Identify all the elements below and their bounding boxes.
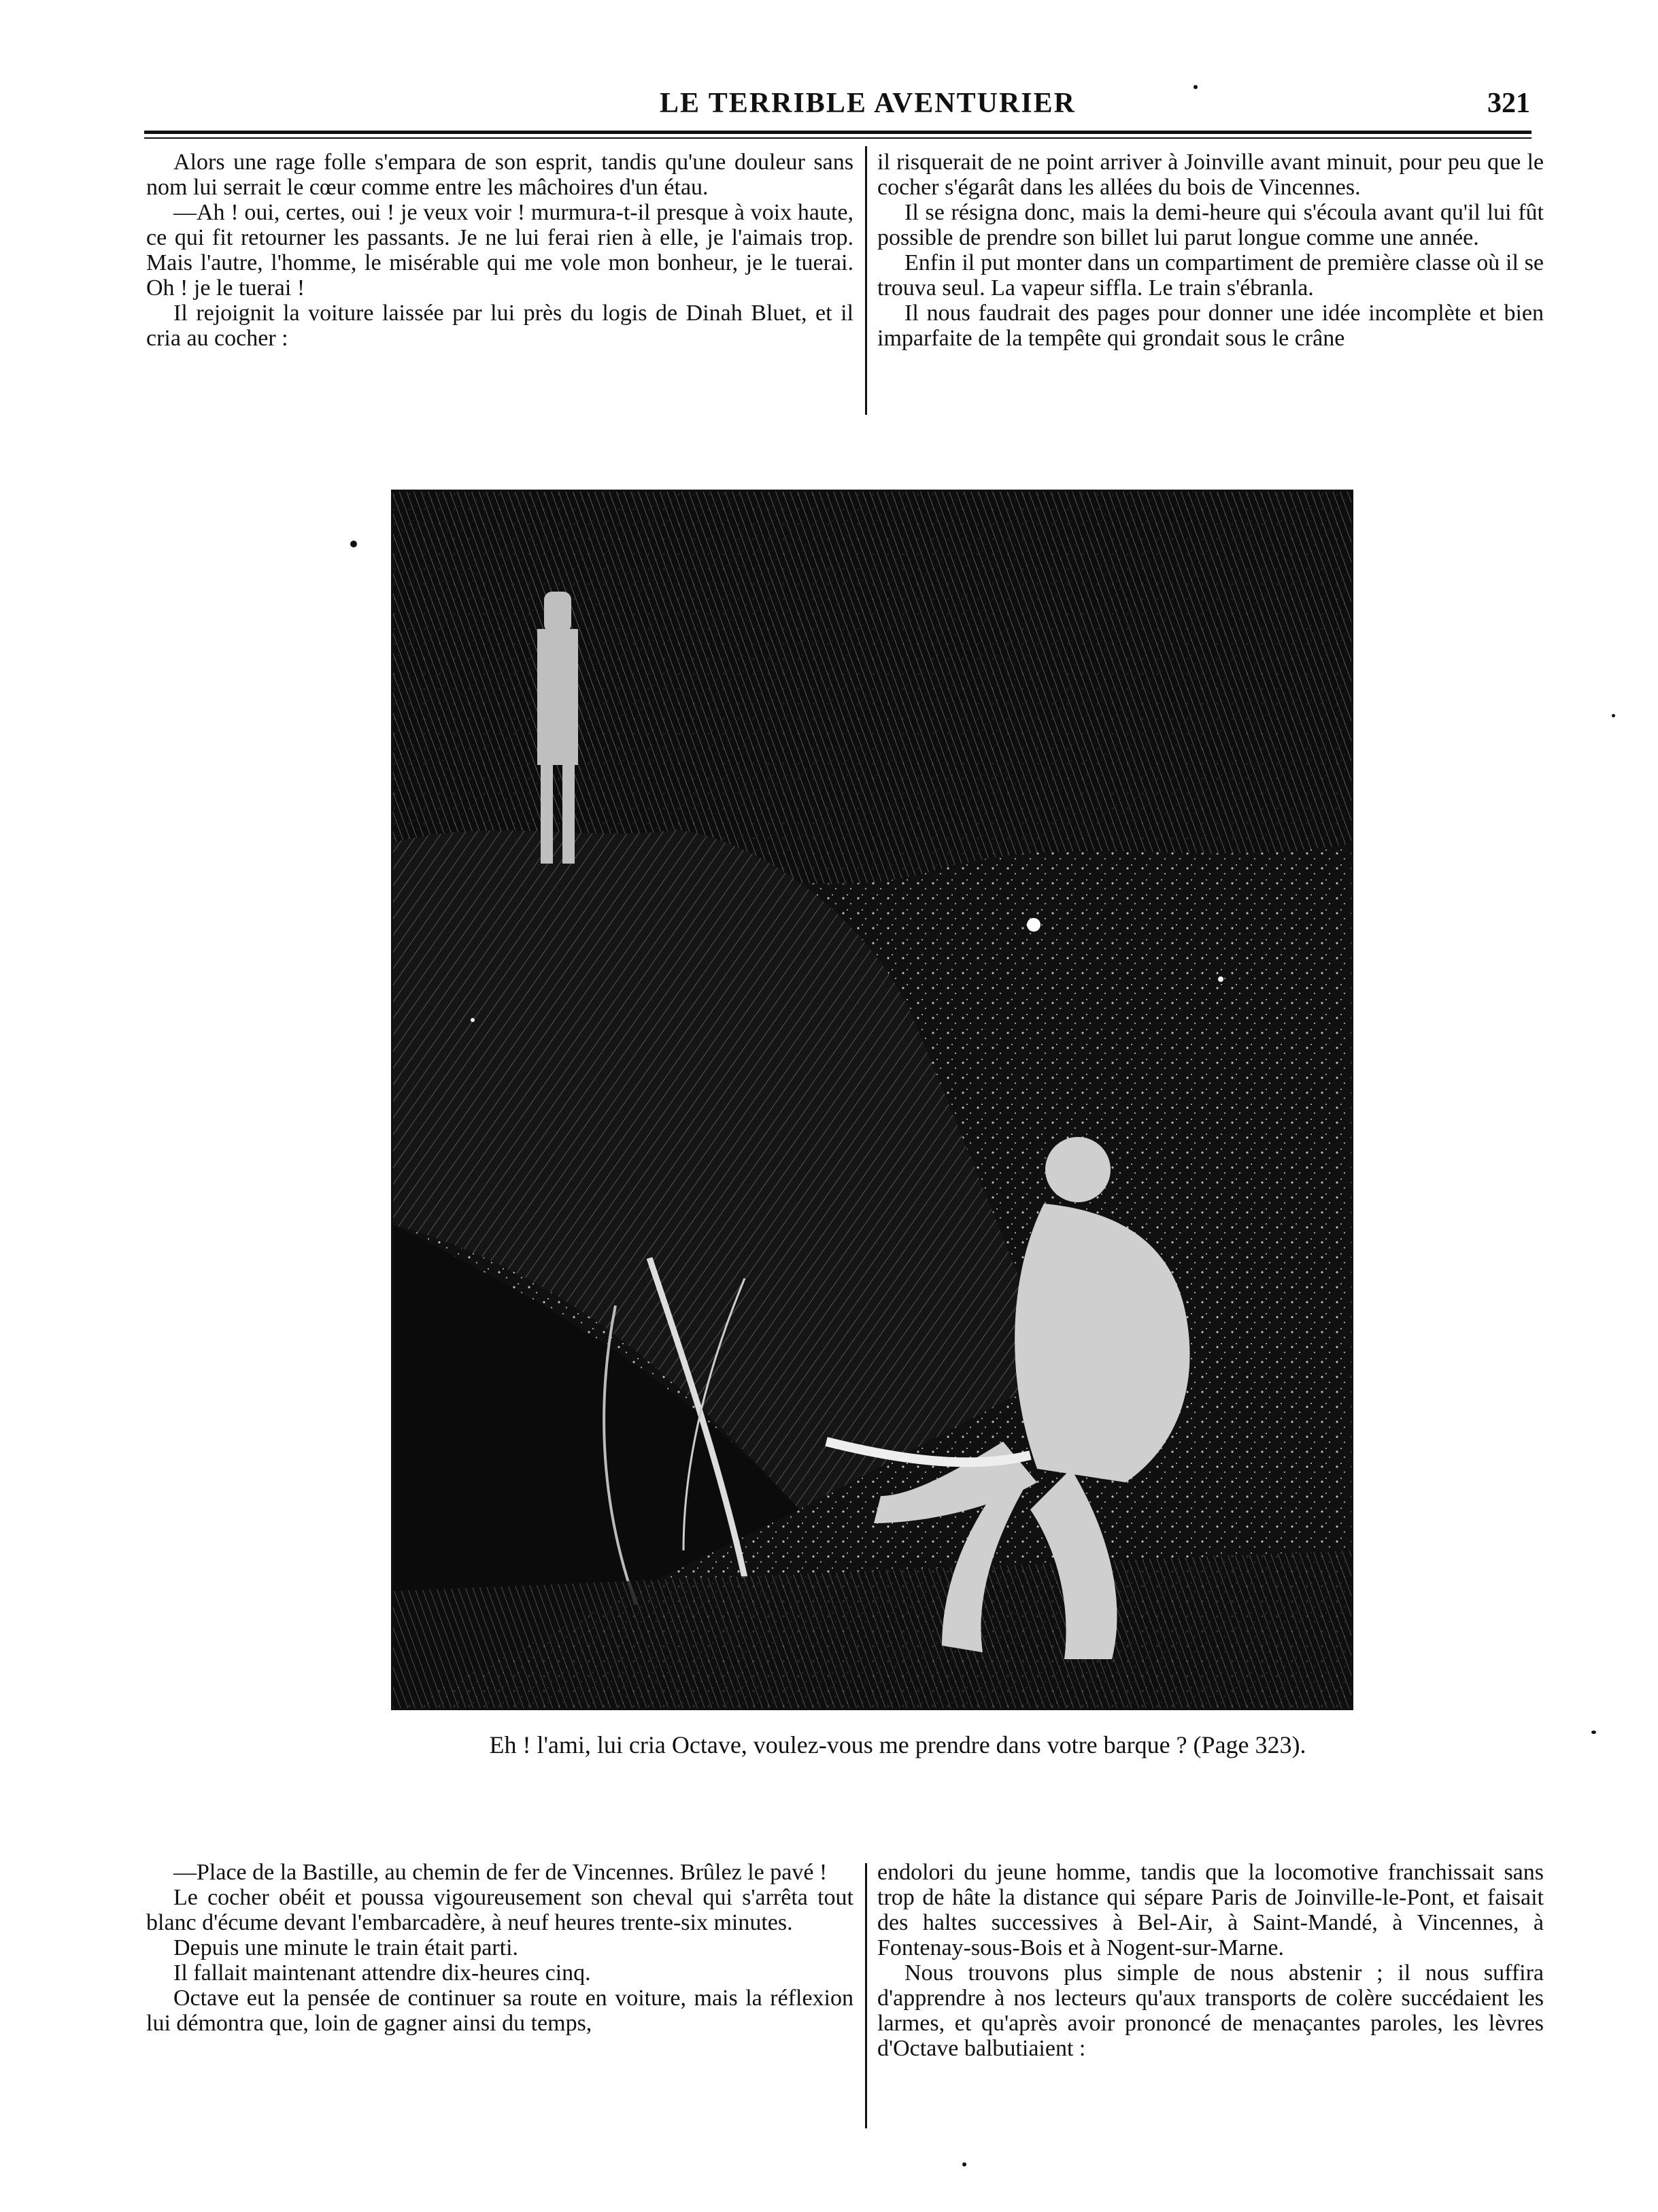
paragraph: Il fallait maintenant attendre dix-heures cinq.	[173, 1960, 591, 1986]
header-rule-thin	[144, 137, 1532, 139]
column-bottom-left	[146, 1860, 853, 2036]
column-top-right	[877, 150, 1544, 351]
running-header	[136, 87, 1530, 135]
paragraph: Le cocher obéit et poussa vigoureusement son cheval qui s'arrêta tout blanc d'écume devant l'embarcadère, à neuf heures trente-six minutes.	[146, 1885, 853, 1935]
column-divider	[865, 1863, 867, 2128]
paragraph: Il se résigna donc, mais la demi-heure qui s'écoula avant qu'il lui fût possible de prendre son billet lui parut longue comme une année.	[877, 200, 1544, 250]
illustration-caption: Eh ! l'ami, lui cria Octave, voulez-vous me prendre dans votre barque ? (Page 323).	[489, 1731, 1306, 1758]
paragraph: Il nous faudrait des pages pour donner une idée incomplète et bien imparfaite de la tempête qui grondait sous le crâne	[877, 301, 1544, 351]
paragraph: Octave eut la pensée de continuer sa route en voiture, mais la réflexion lui démontra que, loin de gagner ainsi du temps,	[146, 1986, 853, 2036]
paragraph: —Ah ! oui, certes, oui ! je veux voir ! murmura-t-il presque à voix haute, ce qui fit retourner les passants. Je ne lui ferai rien à elle, je l'aimais trop. Mais l'autre, l'homme, le misérable qui me vole mon bonheur, je le tuerai. Oh ! je le tuerai !	[146, 200, 853, 301]
running-title: LE TERRIBLE AVENTURIER	[660, 88, 1076, 119]
paragraph: Enfin il put monter dans un compartiment de première classe où il se trouva seul. La vapeur siffla. Le train s'ébranla.	[877, 250, 1544, 301]
print-speck	[962, 2162, 966, 2166]
column-divider	[865, 146, 867, 415]
paragraph: Depuis une minute le train était parti.	[173, 1935, 519, 1960]
print-speck	[1591, 1731, 1596, 1734]
print-speck	[1612, 714, 1615, 717]
column-bottom-right	[877, 1860, 1544, 2061]
paragraph: endolori du jeune homme, tandis que la locomotive franchissait sans trop de hâte la distance qui sépare Paris de Joinville-le-Pont, et faisait des haltes successives à Bel-Air, à Saint-Mandé, à Vincennes, à Fontenay-sous-Bois et à Nogent-sur-Marne.	[877, 1860, 1544, 1960]
paragraph: il risquerait de ne point arriver à Joinville avant minuit, pour peu que le cocher s'égarât dans les allées du bois de Vincennes.	[877, 150, 1544, 200]
print-speck	[1194, 85, 1198, 89]
paragraph: —Place de la Bastille, au chemin de fer de Vincennes. Brûlez le pavé !	[173, 1860, 828, 1885]
paragraph: Il rejoignit la voiture laissée par lui près du logis de Dinah Bluet, et il cria au cocher :	[146, 301, 853, 351]
column-top-left	[146, 150, 853, 351]
engraving-illustration	[391, 490, 1353, 1710]
header-rule	[144, 131, 1532, 134]
paragraph: Nous trouvons plus simple de nous abstenir ; il nous suffira d'apprendre à nos lecteurs qu'aux transports de colère succédaient les larmes, et qu'après avoir prononcé de menaçantes paroles, les lèvres d'Octave balbutiaient :	[877, 1960, 1544, 2061]
print-speck	[350, 541, 357, 547]
page-number: 321	[1487, 88, 1530, 119]
paragraph: Alors une rage folle s'empara de son esprit, tandis qu'une douleur sans nom lui serrait le cœur comme entre les mâchoires d'un étau.	[146, 150, 853, 200]
